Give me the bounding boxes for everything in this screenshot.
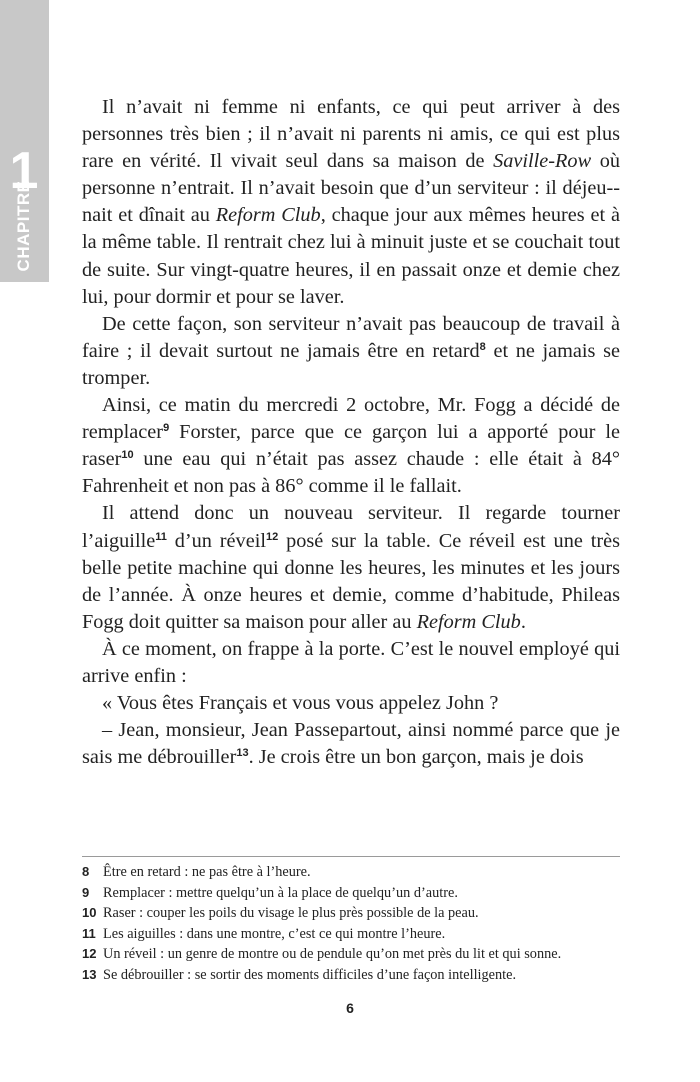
footnote (82, 924, 627, 945)
paragraph-6 (82, 690, 620, 717)
footnote-ref: 11 (155, 530, 167, 543)
footnote (82, 965, 627, 986)
chapter-label: CHAPITRE (14, 180, 33, 272)
text-run: De cette façon, son serviteur n’avait pas beaucoup de travail à faire ; il devait surtout ne jamais être en retard (82, 312, 620, 362)
footnote-number: 10 (82, 905, 97, 920)
footnote-number: 8 (82, 864, 90, 879)
footnote (82, 883, 627, 904)
footnote-ref: 9 (163, 422, 170, 435)
chapter-tab (0, 0, 49, 282)
footnote-ref: 10 (121, 449, 134, 462)
paragraph-2 (82, 311, 620, 392)
body-text (82, 94, 620, 771)
footnote-number: 11 (82, 925, 96, 941)
text-run: et ne jamais se tromper. (82, 339, 620, 389)
footnote-number: 9 (82, 884, 90, 900)
footnote-divider (82, 856, 620, 857)
footnote (82, 903, 627, 924)
paragraph-4 (82, 500, 620, 635)
paragraph-7 (82, 717, 620, 771)
paragraph-1 (82, 94, 620, 311)
text-run: d’un réveil (166, 529, 266, 552)
footnote-text: Raser : couper les poils du visage le plus près possible de la peau. (103, 905, 479, 921)
paragraph-3 (82, 392, 620, 500)
page-number: 6 (346, 1000, 354, 1016)
footnote-text: Un réveil : un genre de montre ou de pendule qu’on met près du lit et qui sonne. (103, 946, 562, 962)
footnotes (82, 862, 627, 985)
text-run: Il n’avait ni femme ni enfants, ce qui peut arriver à des personnes très bien ; il n’avait ni parents ni amis, ce qui est plus rare en vérité. Il vivait seul dans sa maison de (82, 96, 620, 173)
paragraph-5 (82, 636, 620, 690)
text-run: , chaque jour aux mêmes heures et à la même table. Il rentrait chez lui à minuit juste et se couchait tout de suite. Sur vingt-quatre heures, il en passait onze et demie chez lui, pour dormir et pour se laver. (82, 204, 620, 308)
footnote-number: 12 (82, 946, 97, 961)
text-run: . Je crois être un bon garçon, mais je dois (248, 746, 584, 769)
text-run: . (520, 610, 526, 633)
text-run: Forster, parce que ce garçon lui a apporté pour le raser (82, 421, 620, 471)
chapter-number: 1 (9, 142, 39, 200)
footnote-ref: 13 (236, 747, 249, 760)
footnote (82, 862, 627, 883)
footnote (82, 944, 627, 965)
text-run: posé sur la table. Ce réveil est une très belle petite machine qui donne les heures, les minutes et les jours de l’année. À onze heures et demie, comme d’habitude, Phileas Fogg doit quitter sa maison pour aller au (82, 529, 621, 633)
club-name: Reform Club (416, 610, 521, 633)
footnote-text: Remplacer : mettre quelqu’un à la place de quelqu’un d’autre. (103, 884, 458, 901)
text-run: – Jean, monsieur, Jean Passepartout, ainsi nommé parce que je sais me débrouiller (82, 719, 620, 769)
text-run: À ce moment, on frappe à la porte. C’est le nouvel employé qui arrive enfin : (82, 637, 620, 687)
footnote-number: 13 (82, 966, 97, 982)
footnote-ref: 12 (265, 530, 279, 543)
footnote-text: Les aiguilles : dans une montre, c’est ce qui montre l’heure. (103, 925, 446, 942)
footnote-ref: 8 (479, 340, 486, 353)
text-run: Ainsi, ce matin du mercredi 2 octobre, Mr. Fogg a décidé de remplacer (82, 394, 620, 444)
club-name: Reform Club (215, 204, 321, 227)
text-run: Il attend donc un nouveau serviteur. Il regarde tourner l’aiguille (82, 502, 620, 552)
footnote-text: Être en retard : ne pas être à l’heure. (103, 864, 311, 880)
footnote-text: Se débrouiller : se sortir des moments difficiles d’une façon intelligente. (103, 966, 517, 983)
text-run: « Vous êtes Français et vous vous appelez John ? (102, 692, 499, 715)
text-run: où personne n’entrait. Il n’avait besoin que d’un serviteur : il déjeu-nait et dînait au (82, 150, 620, 227)
text-run: une eau qui n’était pas assez chaude : elle était à 84° Fahrenheit et non pas à 86° comme il le fallait. (82, 448, 620, 498)
place-name: Saville-Row (493, 150, 592, 173)
